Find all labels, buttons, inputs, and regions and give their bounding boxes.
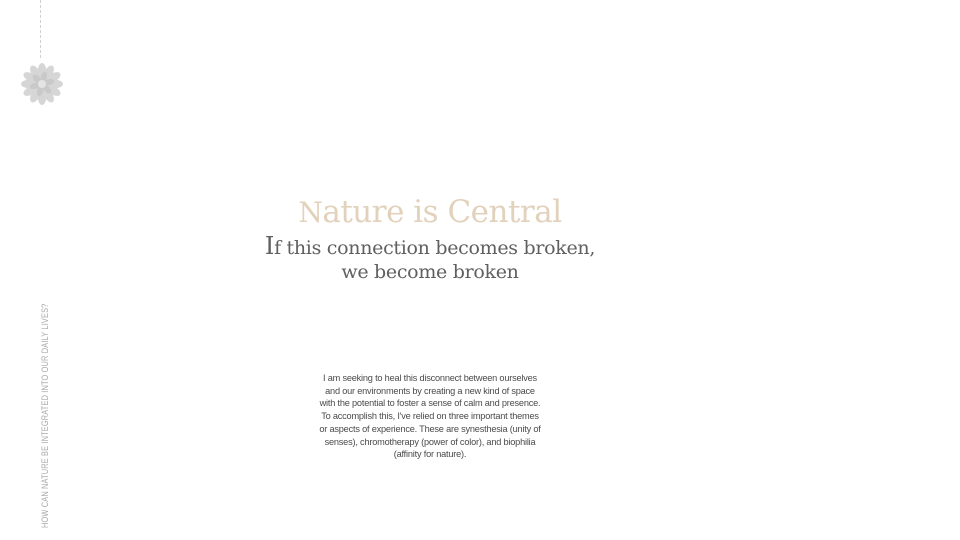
decorative-dashed-line	[40, 0, 41, 58]
slide-subtitle	[230, 234, 630, 284]
title-initial: N	[298, 196, 323, 229]
subtitle-line-1	[230, 234, 630, 260]
slide-title	[230, 194, 630, 230]
side-caption: HOW CAN NATURE BE INTEGRATED INTO OUR DAILY LIVES?	[40, 303, 50, 528]
title-text: ature is Central	[322, 194, 562, 230]
subtitle-line-1-text: f this connection becomes broken,	[274, 237, 596, 259]
body-paragraph: I am seeking to heal this disconnect between ourselves and our environments by creating a new kind of space with the potential to foster a sense of calm and presence. To accomplish this, I've relied on three important themes or aspects of experience. These are synesthesia (unity of senses), chromotherapy (power of color), and biophilia (affinity for nature).	[319, 373, 541, 460]
subtitle-initial: I	[264, 232, 275, 260]
subtitle-line-2: we become broken	[341, 261, 519, 283]
lotus-icon	[20, 62, 64, 106]
